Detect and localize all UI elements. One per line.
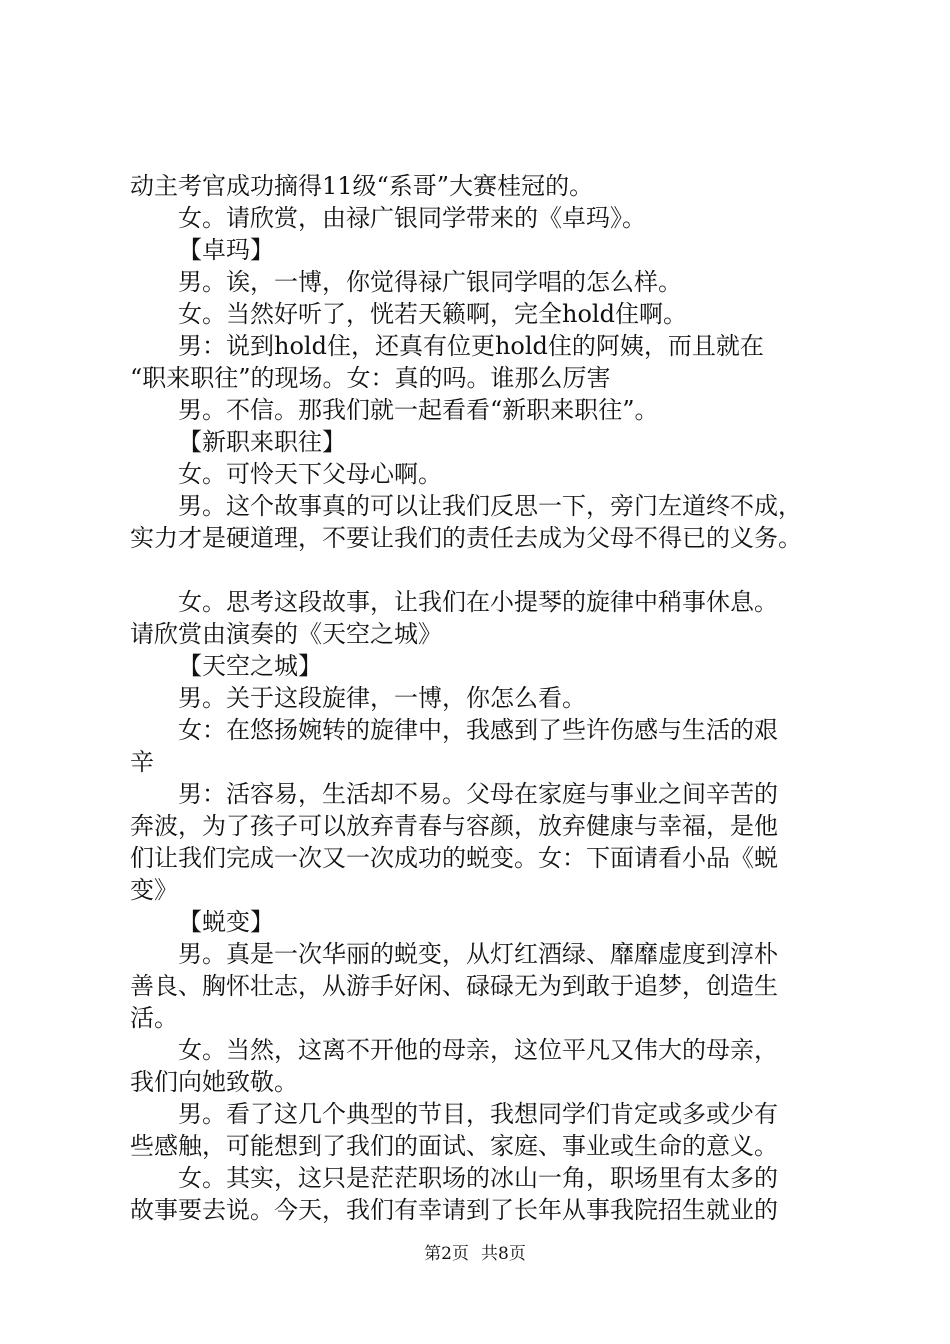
text-line: 活。 <box>130 1004 178 1032</box>
text-line: 女。其实，这只是茫茫职场的冰山一角，职场里有太多的 <box>178 1164 778 1192</box>
text-line: 女。可怜天下父母心啊。 <box>178 460 442 488</box>
text-line: 女。当然好听了，恍若天籁啊，完全hold住啊。 <box>178 300 687 328</box>
text-line: 女。当然，这离不开他的母亲，这位平凡又伟大的母亲， <box>178 1036 778 1064</box>
text-line: 男。不信。那我们就一起看看“新职来职往”。 <box>178 396 659 424</box>
section-heading: 【卓玛】 <box>178 236 274 264</box>
text-line: 实力才是硬道理，不要让我们的责任去成为父母不得已的义务。 <box>130 524 802 552</box>
text-line: 故事要去说。今天，我们有幸请到了长年从事我院招生就业的 <box>130 1196 778 1224</box>
text-line: 女：在悠扬婉转的旋律中，我感到了些许伤感与生活的艰 <box>178 716 778 744</box>
text-line: 女。思考这段故事，让我们在小提琴的旋律中稍事休息。 <box>178 588 778 616</box>
text-line: 动主考官成功摘得11级“系哥”大赛桂冠的。 <box>130 172 594 200</box>
text-line: 女。请欣赏，由禄广银同学带来的《卓玛》。 <box>178 204 646 232</box>
text-line: 男。诶，一博，你觉得禄广银同学唱的怎么样。 <box>178 268 682 296</box>
page-total: 共8页 <box>481 1244 526 1264</box>
text-line: 我们向她致敬。 <box>130 1068 298 1096</box>
section-heading: 【天空之城】 <box>178 652 322 680</box>
text-line: “职来职往”的现场。女：真的吗。谁那么厉害 <box>130 364 611 392</box>
text-line: 们让我们完成一次又一次成功的蜕变。女：下面请看小品《蜕 <box>130 844 778 872</box>
document-body <box>130 170 850 1226</box>
text-line: 奔波，为了孩子可以放弃青春与容颜，放弃健康与幸福，是他 <box>130 812 778 840</box>
section-heading: 【新职来职往】 <box>178 428 346 456</box>
text-line: 男。这个故事真的可以让我们反思一下，旁门左道终不成， <box>178 492 802 520</box>
paragraph-gap <box>130 554 850 586</box>
text-line: 男：活容易，生活却不易。父母在家庭与事业之间辛苦的 <box>178 780 778 808</box>
text-line: 男。真是一次华丽的蜕变，从灯红酒绿、靡靡虚度到淳朴 <box>178 940 778 968</box>
text-line: 变》 <box>130 876 178 904</box>
section-heading: 【蜕变】 <box>178 908 274 936</box>
text-line: 请欣赏由演奏的《天空之城》 <box>130 620 442 648</box>
text-line: 辛 <box>130 748 154 776</box>
page-number: 第2页 <box>424 1244 469 1264</box>
text-line: 男：说到hold住，还真有位更hold住的阿姨，而且就在 <box>178 332 764 360</box>
text-line: 些感触，可能想到了我们的面试、家庭、事业或生命的意义。 <box>130 1132 778 1160</box>
text-line: 善良、胸怀壮志，从游手好闲、碌碌无为到敢于追梦，创造生 <box>130 972 778 1000</box>
page-footer <box>0 1242 950 1266</box>
text-line: 男。看了这几个典型的节目，我想同学们肯定或多或少有 <box>178 1100 778 1128</box>
text-line: 男。关于这段旋律，一博，你怎么看。 <box>178 684 586 712</box>
